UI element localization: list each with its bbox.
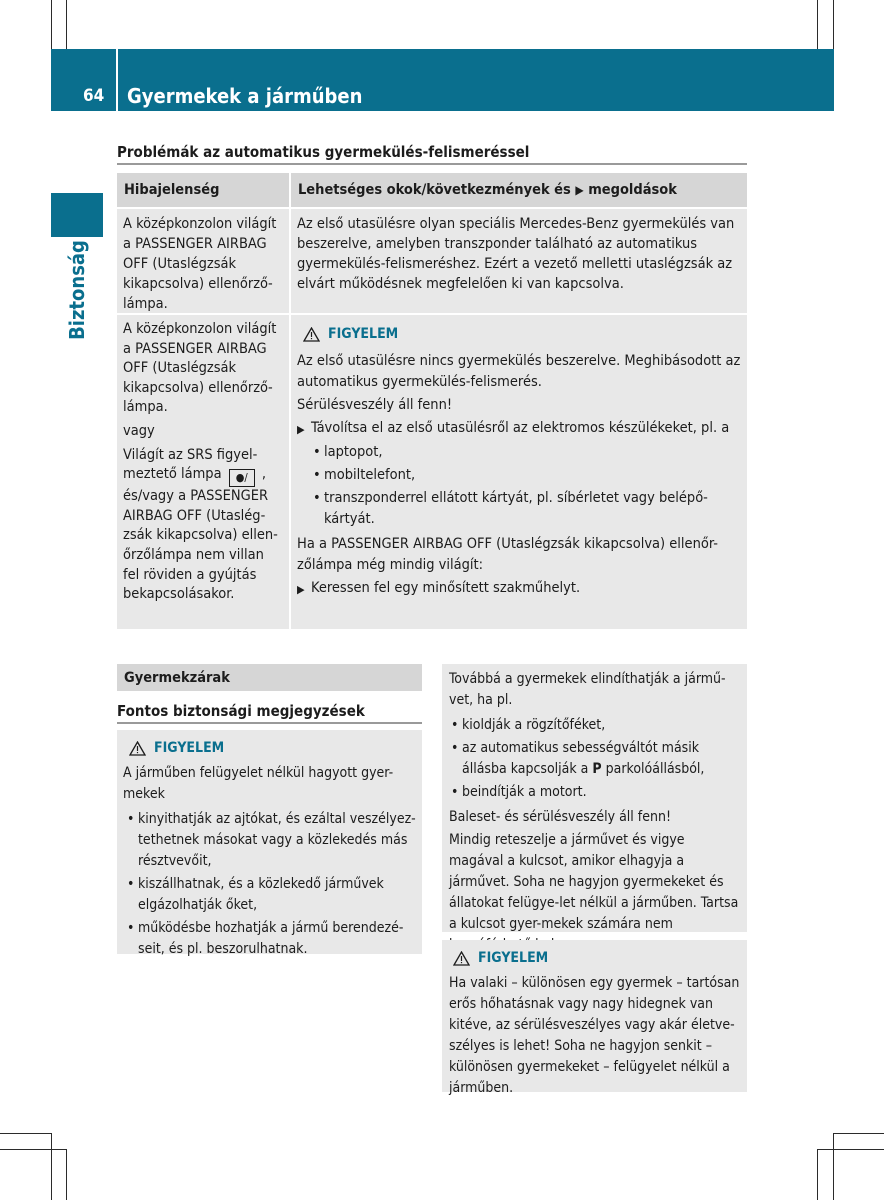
info-text: Továbbá a gyermekek elindíthatják a jármű-vet, ha pl.: [449, 671, 726, 708]
page-number: 64: [83, 86, 105, 106]
side-tab: [51, 193, 103, 237]
risk-list: [123, 809, 416, 960]
symptom-text: A középkonzolon világít a PASSENGER AIRBAG OFF (Utaslégzsák kikapcsolva) ellenőrző-lámpa.: [123, 321, 277, 416]
crop-mark: [51, 1133, 52, 1200]
advice-text: Mindig reteszelje a járművet és vigye magával a kulcsot, amikor elhagyja a járművet. Soha ne hagyjon gyermekeket és állatokat felügye-let nélkül a járműben. Tartsa a kulcsot gyer-mekek számára nem: [449, 832, 739, 932]
start-risk-list: [449, 715, 740, 803]
list-item: • kinyithatják az ajtókat, és ezáltal veszélyez-tethetnek másokat vagy a közlekedés más résztvevőit,: [127, 809, 416, 872]
warning-text: Az első utasülésre nincs gyermekülés beszerelve. Meghibásodott az automatikus gyermekülés-felismerés.: [297, 353, 741, 390]
instruction-step: [297, 578, 741, 600]
warning-heading: [453, 948, 740, 969]
temperature-warning-box: [442, 940, 747, 1096]
crop-mark: [833, 1133, 834, 1200]
warning-label: FIGYELEM: [154, 740, 225, 756]
srs-warning-lamp-icon: ●∕: [229, 469, 255, 487]
crop-mark: [817, 0, 818, 50]
device-list: [297, 442, 741, 530]
symptom-text: [123, 446, 283, 605]
crop-mark: [0, 1133, 52, 1134]
step-text: Távolítsa el az első utasülésről az elektromos készülékeket, pl. a: [311, 420, 730, 436]
arrow-icon: ▶: [575, 183, 584, 197]
symptom-text: A középkonzolon világít a PASSENGER AIRBAG OFF (Utaslégzsák kikapcsolva) ellenőrző-lámpa.: [123, 216, 277, 312]
step-text: Keressen fel egy minősített szakműhelyt.: [311, 580, 581, 596]
safety-notes-title: Fontos biztonsági megjegyzések: [117, 702, 365, 720]
section-rule: [117, 722, 422, 724]
childlocks-warning-box: [117, 730, 422, 957]
header-label: megoldások: [588, 182, 677, 198]
warning-icon: [303, 327, 320, 342]
list-item: • kioldják a rögzítőféket,: [451, 715, 740, 736]
warning-icon: [129, 741, 146, 756]
crop-mark: [51, 0, 52, 50]
crop-mark: [833, 1133, 884, 1134]
table-cell-cause: [291, 209, 747, 313]
table-header-symptom: [117, 173, 289, 207]
childlocks-heading: [117, 664, 422, 691]
list-item: • kiszállhatnak, és a közlekedő járművek elgázolhatják őket,: [127, 874, 416, 916]
problems-section-title: Problémák az automatikus gyermekülés-felismeréssel: [117, 143, 530, 161]
header-label: Hibajelenség: [124, 182, 220, 198]
warning-text: A járműben felügyelet nélkül hagyott gyer-mekek: [123, 765, 394, 802]
cause-text: Az első utasülésre olyan speciális Mercedes-Benz gyermekülés van beszerelve, amelyben transzponder található az automatikus gyermekülés-felismeréshez. Ezért a vezető melletti utaslégzsák az elvárt működésnek megfelelően ki van kapcsolva.: [297, 216, 735, 292]
instruction-step: [297, 418, 741, 440]
list-item-text: parkolóállásból,: [605, 761, 705, 777]
arrow-icon: ▶: [297, 423, 305, 436]
side-chapter-label: Biztonság: [65, 240, 89, 340]
list-item: [451, 738, 740, 780]
crop-mark: [66, 0, 67, 50]
warning-icon: [453, 951, 470, 966]
symptom-text-b: , és/vagy a PASSENGER AIRBAG OFF (Utaslég-zsák kikapcsolva) ellen-őrzőlámpa nem villan fel röviden a gyújtás bekapcsolásakor.: [123, 466, 278, 603]
warning-text: Ha a PASSENGER AIRBAG OFF (Utaslégzsák kikapcsolva) ellenőr-zőlámpa még mindig világít:: [297, 536, 718, 573]
table-cell-cause: [291, 315, 747, 629]
table-header-cause: [291, 173, 747, 207]
list-item-text: az automatikus sebességváltót másik állásba kapcsolják a: [462, 740, 700, 777]
danger-text: Baleset- és sérülésveszély áll fenn!: [449, 809, 671, 825]
symptom-text-a: Világít az SRS figyel-meztető lámpa: [123, 446, 258, 483]
list-item: • mobiltelefont,: [313, 465, 741, 486]
list-item: • laptopot,: [313, 442, 741, 463]
table-cell-symptom: [117, 315, 289, 629]
warning-text: Ha valaki – különösen egy gyermek – tartósan erős hőhatásnak vagy nagy hidegnek van kitéve, az sérülésveszélyes vagy akár életve-szélyes is lehet! Soha ne hagyjon senkit – különösen gyermekeket – felügyelet nélkül a járműben.: [449, 975, 740, 1096]
childlocks-info-box: [442, 664, 747, 932]
crop-mark: [817, 1149, 884, 1150]
list-item: • működésbe hozhatják a jármű berendezé-seit, és pl. beszorulhatnak.: [127, 918, 416, 960]
warning-label: FIGYELEM: [328, 326, 399, 342]
crop-mark: [817, 1149, 818, 1200]
list-item: • beindítják a motort.: [451, 782, 740, 803]
crop-mark: [0, 1149, 67, 1150]
warning-heading: [129, 738, 416, 759]
arrow-icon: ▶: [297, 583, 305, 596]
table-cell-symptom: [117, 209, 289, 313]
or-text: vagy: [123, 422, 155, 439]
header-label: Lehetséges okok/következmények és: [298, 182, 571, 198]
list-item: • transzponderrel ellátott kártyát, pl. síbérletet vagy belépő-kártyát.: [313, 488, 741, 530]
park-position-symbol: P: [592, 761, 602, 777]
section-rule: [117, 163, 747, 165]
crop-mark: [833, 0, 834, 50]
section-heading-label: Gyermekzárak: [124, 670, 230, 686]
page-title: Gyermekek a járműben: [127, 84, 363, 108]
header-divider: [116, 49, 118, 111]
warning-label: FIGYELEM: [478, 950, 549, 966]
crop-mark: [66, 1149, 67, 1200]
warning-text: Sérülésveszély áll fenn!: [297, 397, 453, 413]
warning-heading: [303, 324, 741, 345]
